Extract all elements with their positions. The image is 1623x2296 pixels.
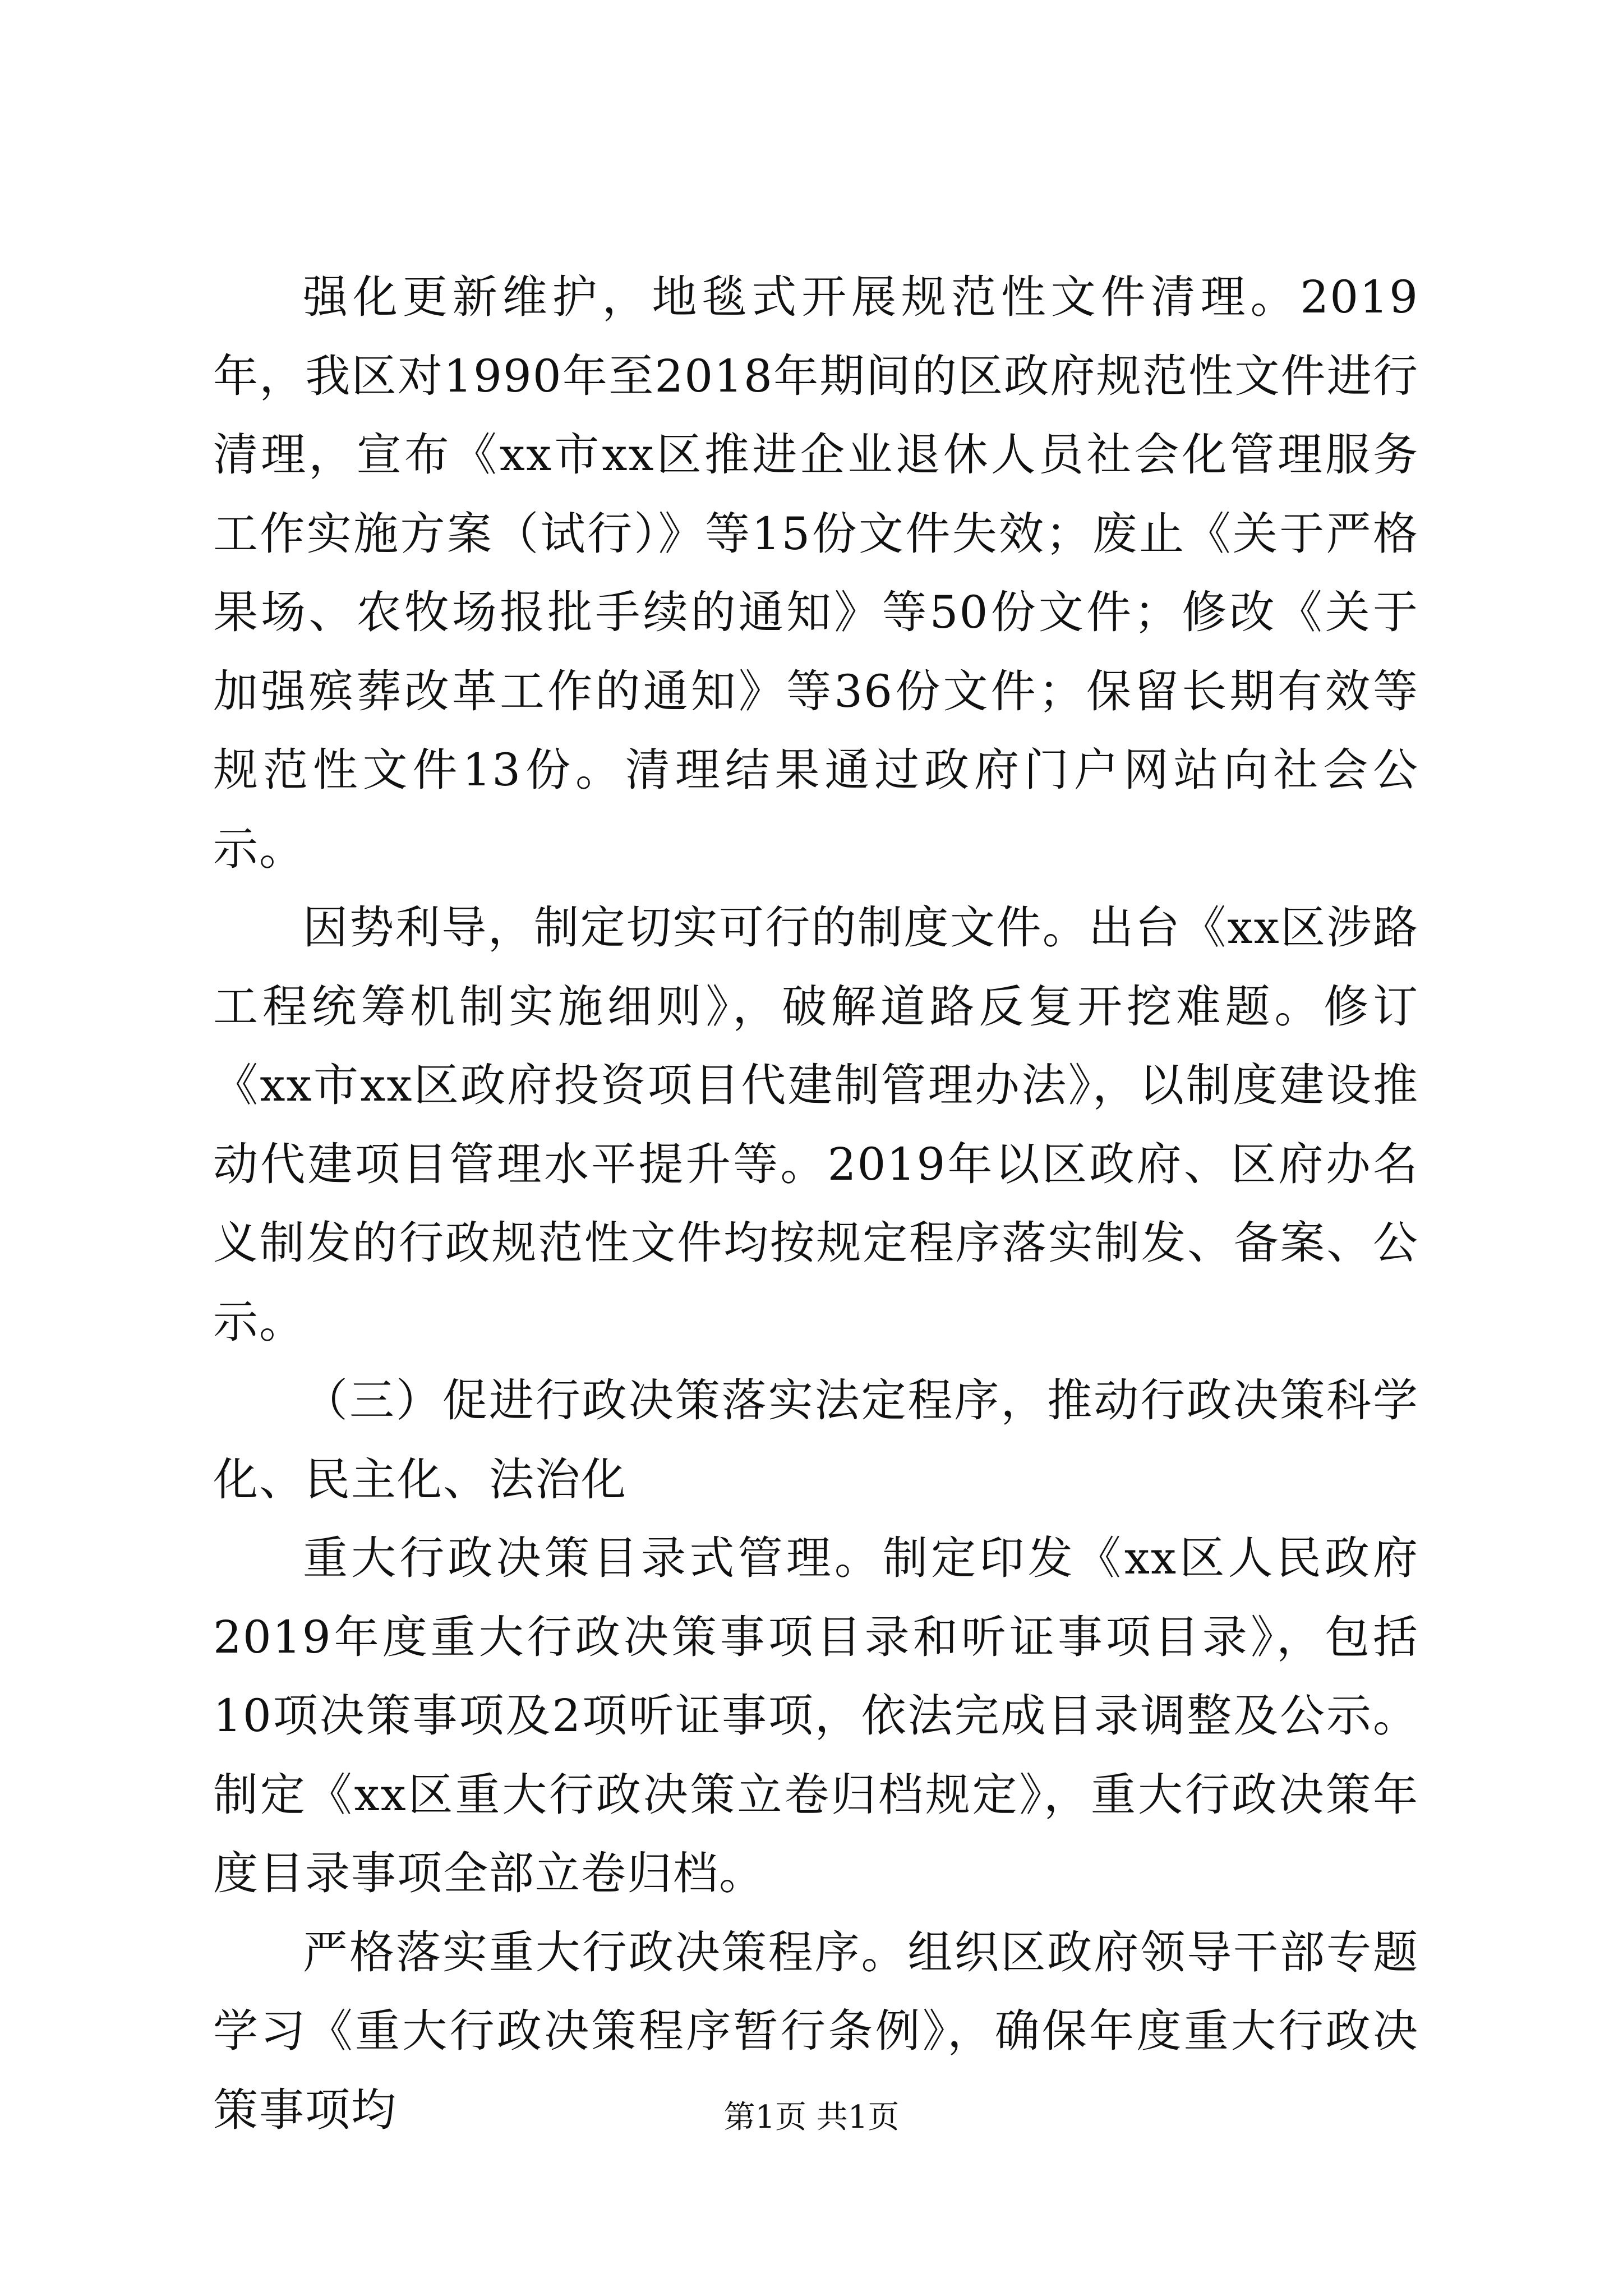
paragraph-document-cleanup: 强化更新维护，地毯式开展规范性文件清理。2019年，我区对1990年至2018年期间的区政府规范性文件进行清理，宣布《xx市xx区推进企业退休人员社会化管理服务工作实施方案（试行）》等15份文件失效；废止《关于严格果场、农牧场报批手续的通知》等50份文件；修改《关于加强殡葬改革工作的通知》等36份文件；保留长期有效等规范性文件13份。清理结果通过政府门户网站向社会公示。 [213,271,1419,875]
section-heading-decision-procedures: （三）促进行政决策落实法定程序，推动行政决策科学化、民主化、法治化 [213,1374,1419,1506]
document-body [213,258,1419,2150]
paragraph-institutional-documents: 因势利导，制定切实可行的制度文件。出台《xx区涉路工程统筹机制实施细则》，破解道路反复开挖难题。修订《xx市xx区政府投资项目代建制管理办法》，以制度建设推动代建项目管理水平提升等。2019年以区政府、区府办名义制发的行政规范性文件均按规定程序落实制发、备案、公示。 [213,901,1419,1348]
paragraph-decision-procedure: 严格落实重大行政决策程序。组织区政府领导干部专题学习《重大行政决策程序暂行条例》，确保年度重大行政决策事项均 [213,1926,1419,2136]
page-footer: 第1页 共1页 [723,2099,900,2136]
paragraph-decision-catalog: 重大行政决策目录式管理。制定印发《xx区人民政府2019年度重大行政决策事项目录和听证事项目录》，包括10项决策事项及2项听证事项，依法完成目录调整及公示。制定《xx区重大行政决策立卷归档规定》，重大行政决策年度目录事项全部立卷归档。 [213,1532,1419,1899]
